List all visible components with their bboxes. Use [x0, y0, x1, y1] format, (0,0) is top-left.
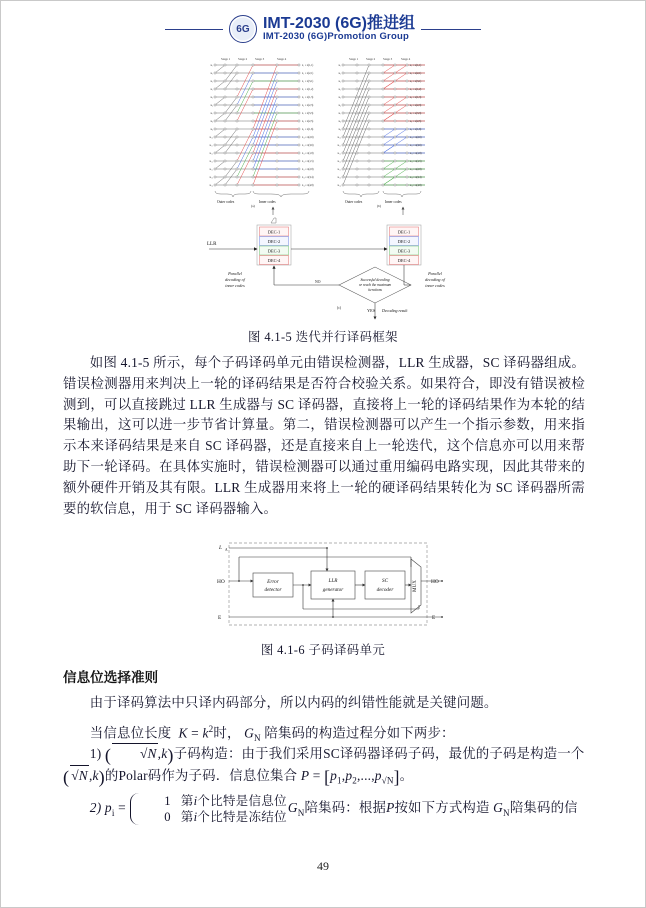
svg-text:Successful decoding: Successful decoding	[360, 278, 390, 282]
svg-text:u₈: u₈	[210, 120, 213, 123]
svg-text:x₉ = x(1,6): x₉ = x(1,6)	[410, 128, 422, 131]
item1-dots: ,...,	[357, 768, 375, 783]
svg-text:x₁₃= x(1,5): x₁₃= x(1,5)	[410, 160, 422, 163]
piecewise-brace	[130, 793, 286, 825]
svg-text:x₁₅= x(3,4): x₁₅= x(3,4)	[302, 176, 314, 179]
svg-text:Stage 2: Stage 2	[238, 57, 248, 61]
item1-N: N	[147, 746, 157, 761]
svg-text:x₁₀= x(2,6): x₁₀= x(2,6)	[410, 136, 422, 139]
header-rule-left	[165, 29, 223, 30]
svg-text:x₈ = x(2,5): x₈ = x(2,5)	[302, 120, 314, 123]
svg-text:Stage 4: Stage 4	[401, 57, 411, 61]
svg-text:inner codes: inner codes	[425, 283, 445, 288]
svg-text:Stage 3: Stage 3	[383, 57, 393, 61]
svg-text:x₁₆= x(4,8): x₁₆= x(4,8)	[410, 184, 422, 187]
page-number: 49	[317, 859, 329, 873]
svg-text:decoding of: decoding of	[425, 277, 445, 282]
list-item-1: 1) ( √N,k)子码构造：由于我们采用SC译码器译码子码，最优的子码是构造一个	[89, 744, 585, 765]
header-rule-right	[421, 29, 481, 30]
case2-value: 0	[164, 810, 171, 824]
svg-text:x₄ = x(1,2): x₄ = x(1,2)	[410, 88, 422, 91]
item2-p: p	[104, 800, 112, 816]
svg-text:generator: generator	[322, 587, 344, 593]
section-heading-info-bit-selection: 信息位选择准则	[63, 670, 159, 685]
svg-text:u₁₄: u₁₄	[337, 168, 341, 171]
brace-label-inner-b: Inner codes	[385, 200, 402, 204]
svg-text:x₆ = x(2,3): x₆ = x(2,3)	[410, 104, 422, 107]
item2-G2-sub: N	[503, 807, 510, 818]
item1c-text: 的Polar码作为子码．信息位集合	[104, 768, 298, 783]
brace-label-outer-a: Outer codes	[217, 200, 235, 204]
svg-text:SC: SC	[381, 578, 389, 584]
math-K: K	[178, 725, 188, 741]
p2-mid: 时，	[213, 725, 241, 741]
svg-text:x₂ = x(2,1): x₂ = x(2,1)	[302, 72, 314, 75]
svg-text:x₁ = x(1,1): x₁ = x(1,1)	[302, 64, 314, 67]
svg-text:u₇: u₇	[338, 112, 341, 115]
decision-diamond	[339, 267, 411, 303]
svg-text:x₂ = x(2,1): x₂ = x(2,1)	[410, 72, 422, 75]
svg-text:x₇ = x(3,3): x₇ = x(3,3)	[410, 112, 422, 115]
item1-p2-sub: 2	[352, 775, 357, 786]
svg-text:x₄ = x(1,2): x₄ = x(1,2)	[302, 88, 314, 91]
svg-text:x₁₂= x(1,8): x₁₂= x(1,8)	[410, 152, 422, 155]
svg-text:decoder: decoder	[376, 587, 394, 593]
piecewise-case-1	[137, 793, 286, 809]
logo-text: 6G	[236, 23, 250, 35]
mux-label: MUX	[413, 580, 418, 592]
svg-text:u₆: u₆	[210, 104, 213, 107]
svg-text:u₂: u₂	[210, 72, 213, 75]
svg-text:DEC-4: DEC-4	[267, 258, 281, 263]
svg-text:DEC-4: DEC-4	[397, 258, 411, 263]
brace-label-inner-a: Inner codes	[259, 200, 276, 204]
list-item-2	[63, 793, 585, 825]
item1-eq: =	[312, 768, 321, 783]
svg-text:x₉ = x(1,6): x₉ = x(1,6)	[302, 128, 314, 131]
item1-p1-sub: 1	[337, 775, 342, 786]
svg-text:x₃ = x(3,1): x₃ = x(3,1)	[410, 80, 422, 83]
svg-text:u₁₁: u₁₁	[209, 144, 213, 147]
math-eq: =	[191, 725, 199, 741]
svg-text:inner codes: inner codes	[225, 283, 245, 288]
output-ho-label: HO	[431, 579, 439, 585]
llr-input-label: LLR	[207, 242, 217, 247]
header-title-cn: IMT-2030 (6G)推进组	[262, 14, 416, 32]
svg-text:u₁: u₁	[338, 64, 341, 67]
item1-number: 1)	[89, 746, 102, 761]
item1c-paren-close: )	[98, 766, 105, 787]
figure-4-1-6-caption: 图 4.1-6 子码译码单元	[260, 643, 386, 657]
block-llr-generator	[311, 571, 355, 599]
item1-period: 。	[399, 768, 414, 783]
item2-tail: 陪集码的信	[509, 800, 578, 816]
svg-text:DEC-3: DEC-3	[267, 248, 281, 254]
input-ho-label: HO	[217, 579, 225, 585]
svg-text:LLR: LLR	[328, 578, 338, 584]
brace-label-outer-b: Outer codes	[345, 200, 363, 204]
figure-4-1-6-svg	[215, 537, 447, 633]
svg-text:x₅ = x(1,3): x₅ = x(1,3)	[302, 96, 314, 99]
p2-pre: 当信息位长度	[89, 725, 172, 741]
item1-k: k	[161, 746, 168, 761]
item1c-sqrt: √N	[70, 765, 89, 787]
case2-text-a: 第	[180, 810, 194, 824]
svg-text:u₁₂: u₁₂	[337, 152, 341, 155]
svg-text:u₁₃: u₁₃	[337, 160, 341, 163]
header-title-en: IMT-2030 (6G)Promotion Group	[262, 31, 409, 43]
item1c-k: k	[92, 768, 99, 783]
svg-text:DEC-2: DEC-2	[267, 239, 281, 244]
svg-text:u₁₆: u₁₆	[337, 184, 341, 187]
case1-value: 1	[164, 794, 171, 808]
item1c-N: N	[78, 768, 88, 783]
svg-text:u₁₅: u₁₅	[337, 176, 341, 179]
decoding-result-label: Decoding result	[382, 308, 408, 313]
svg-text:u₅: u₅	[338, 96, 341, 99]
svg-text:u₁₃: u₁₃	[209, 160, 213, 163]
decision-yes-label: YES	[367, 308, 376, 313]
svg-text:Stage 1: Stage 1	[221, 57, 231, 61]
body-paragraph-1: 如图 4.1-5 所示，每个子码译码单元由错误检测器，LLR 生成器，SC 译码器组成。错误检测器用来判决上一轮的译码结果是否符合校验关系。如果符合，即没有错误被检测到，可以直接跳过 LLR 生成器与 SC 译码器，直接将上一轮的译码结果作为本轮的结果输出，这可以进一步节省计算量。第二，错误检测器可以产生一个指示参数，用来指示本来译码结果是来自 SC 译码器，还是直接来自上一轮迭代，这个信息亦可以用来帮助下一轮译码。在具体实施时，错误检测器可以通过重用编码电路实现，因此其带来的额外硬件开销及其有限。LLR 生成器用来将上一轮的硬译码结果转化为 SC 译码器所需要的软信息，用于 SC 译码器输入。	[63, 355, 585, 516]
block-error-detector	[253, 573, 293, 597]
item1-bracket-close: ]	[393, 767, 400, 788]
svg-text:u₁: u₁	[210, 64, 213, 67]
item1-bracket-open: [	[324, 767, 331, 788]
svg-text:u₁₂: u₁₂	[209, 152, 213, 155]
svg-text:u₁₆: u₁₆	[209, 184, 213, 187]
svg-text:Stage 1: Stage 1	[349, 57, 359, 61]
svg-text:DEC-1: DEC-1	[397, 229, 411, 235]
svg-text:x₁₄= x(2,8): x₁₄= x(2,8)	[410, 168, 422, 171]
svg-text:Error: Error	[267, 579, 279, 585]
item1-sqrt: √N	[112, 743, 158, 765]
piecewise-case-2	[137, 809, 286, 825]
case1-index: i	[193, 794, 198, 808]
svg-text:x₅ = x(1,3): x₅ = x(1,3)	[410, 96, 422, 99]
svg-text:Stage 4: Stage 4	[277, 57, 287, 61]
svg-text:Stage 2: Stage 2	[366, 57, 376, 61]
svg-text:detector: detector	[264, 587, 282, 593]
panel-c-label: (c)	[337, 306, 341, 310]
section-paragraph-1: 由于译码算法中只译内码部分，所以内码的纠错性能就是关键问题。	[89, 695, 498, 710]
case2-index: i	[193, 810, 198, 824]
figure-4-1-5-caption: 图 4.1-5 迭代并行译码框架	[248, 330, 398, 344]
svg-text:x₆ = x(2,3): x₆ = x(2,3)	[302, 104, 314, 107]
input-la-sub: A	[225, 548, 228, 552]
item1-p1: p	[330, 768, 337, 783]
svg-text:u₃: u₃	[338, 80, 341, 83]
figure-4-1-5-iterative-parallel-decoding	[197, 53, 451, 323]
svg-text:u₂: u₂	[338, 72, 341, 75]
item1-paren-close: )	[167, 744, 174, 765]
svg-text:DEC-3: DEC-3	[397, 248, 411, 254]
item1-pn: p	[374, 768, 382, 783]
svg-text:u₃: u₃	[210, 80, 213, 83]
svg-text:iterations: iterations	[368, 288, 382, 292]
svg-text:u₉: u₉	[210, 128, 213, 131]
item1-pn-sub: √N	[381, 775, 394, 786]
item1-paren-open: (	[104, 744, 112, 765]
list-item-1-cont: ( √N,k)的Polar码作为子码．信息位集合 $P = [p_1,p_2,...,p_{√N}]$。	[63, 766, 414, 788]
item1-P: P	[300, 768, 310, 783]
panel-b-label: (b)	[377, 204, 381, 208]
svg-text:u₁₁: u₁₁	[337, 144, 341, 147]
dec-stack-right	[387, 225, 421, 265]
item1-text: 子码构造：由于我们采用SC译码器译码子码，最优的子码是构造一个	[173, 746, 585, 761]
imt2030-logo-icon	[229, 15, 257, 43]
svg-text:u₁₀: u₁₀	[337, 136, 341, 139]
trellis-panel-b	[338, 57, 425, 208]
math-G: G	[244, 725, 255, 741]
item2-G-sub: N	[297, 807, 305, 818]
svg-text:DEC-2: DEC-2	[397, 239, 411, 244]
svg-text:u₄: u₄	[210, 88, 213, 91]
figure-4-1-5-svg	[197, 53, 451, 323]
math-G-sub: N	[254, 733, 261, 744]
item2-mid2: 按如下方式构造	[394, 800, 490, 816]
panel-a-label: (a)	[251, 204, 255, 208]
output-e-label: E	[432, 615, 436, 621]
svg-text:Parallel: Parallel	[228, 271, 242, 276]
block-sc-decoder	[365, 571, 405, 599]
svg-text:u₁₄: u₁₄	[209, 168, 213, 171]
svg-text:x₁₀= x(2,6): x₁₀= x(2,6)	[302, 136, 314, 139]
svg-text:x₁₁= x(3,6): x₁₁= x(3,6)	[302, 144, 314, 147]
svg-text:u₇: u₇	[210, 112, 213, 115]
svg-text:DEC-1: DEC-1	[267, 229, 281, 235]
item2-number: 2)	[89, 800, 102, 816]
math-k: k	[202, 725, 209, 741]
svg-text:u₁₀: u₁₀	[209, 136, 213, 139]
item2-p-sub: i	[111, 807, 115, 818]
p2-post: 陪集码的构造过程分如下两步：	[264, 725, 455, 741]
svg-text:u₈: u₈	[338, 120, 341, 123]
item1-p2: p	[345, 768, 353, 783]
trellis-panel-a	[210, 57, 314, 208]
item2-G2: G	[493, 800, 504, 816]
svg-text:u₉: u₉	[338, 128, 341, 131]
item1c-paren-open: (	[63, 766, 70, 787]
item2-mid: 陪集码：根据	[304, 800, 387, 816]
item2-G: G	[287, 800, 298, 816]
svg-text:u₆: u₆	[338, 104, 341, 107]
svg-text:x₁₆= x(4,8): x₁₆= x(4,8)	[302, 184, 314, 187]
svg-text:u₁₅: u₁₅	[209, 176, 213, 179]
svg-text:u₄: u₄	[338, 88, 341, 91]
svg-text:x₁ = x(1,1): x₁ = x(1,1)	[410, 64, 422, 67]
svg-text:x₈ = x(2,5): x₈ = x(2,5)	[410, 120, 422, 123]
case2-text-b: 个比特是冻结位	[197, 810, 287, 824]
item2-eq: =	[118, 800, 126, 816]
math-k-exp: 2	[208, 724, 214, 734]
svg-text:or reach the maximum: or reach the maximum	[358, 283, 392, 287]
input-e-label: E	[218, 615, 222, 621]
figure-4-1-6-sub-decoder-unit	[215, 537, 447, 633]
input-la-label: L	[219, 545, 222, 551]
svg-text:x₁₃= x(1,5): x₁₃= x(1,5)	[302, 160, 314, 163]
svg-text:Stage 3: Stage 3	[255, 57, 265, 61]
svg-text:x₃ = x(3,1): x₃ = x(3,1)	[302, 80, 314, 83]
dec-stack-left	[257, 225, 291, 265]
page-header	[1, 15, 645, 55]
case1-text-a: 第	[180, 794, 194, 808]
svg-text:x₁₅= x(3,4): x₁₅= x(3,4)	[410, 176, 422, 179]
svg-text:u₅: u₅	[210, 96, 213, 99]
svg-text:Parallel: Parallel	[428, 271, 442, 276]
case1-text-b: 个比特是信息位	[197, 794, 287, 808]
item2-P: P	[386, 800, 395, 816]
svg-text:x₁₂= x(1,8): x₁₂= x(1,8)	[302, 152, 314, 155]
svg-text:x₁₁= x(3,6): x₁₁= x(3,6)	[410, 144, 422, 147]
svg-text:decoding of: decoding of	[225, 277, 245, 282]
svg-text:x₁₄= x(2,8): x₁₄= x(2,8)	[302, 168, 314, 171]
svg-text:x₇ = x(3,3): x₇ = x(3,3)	[302, 112, 314, 115]
decision-no-label: NO	[315, 280, 321, 284]
